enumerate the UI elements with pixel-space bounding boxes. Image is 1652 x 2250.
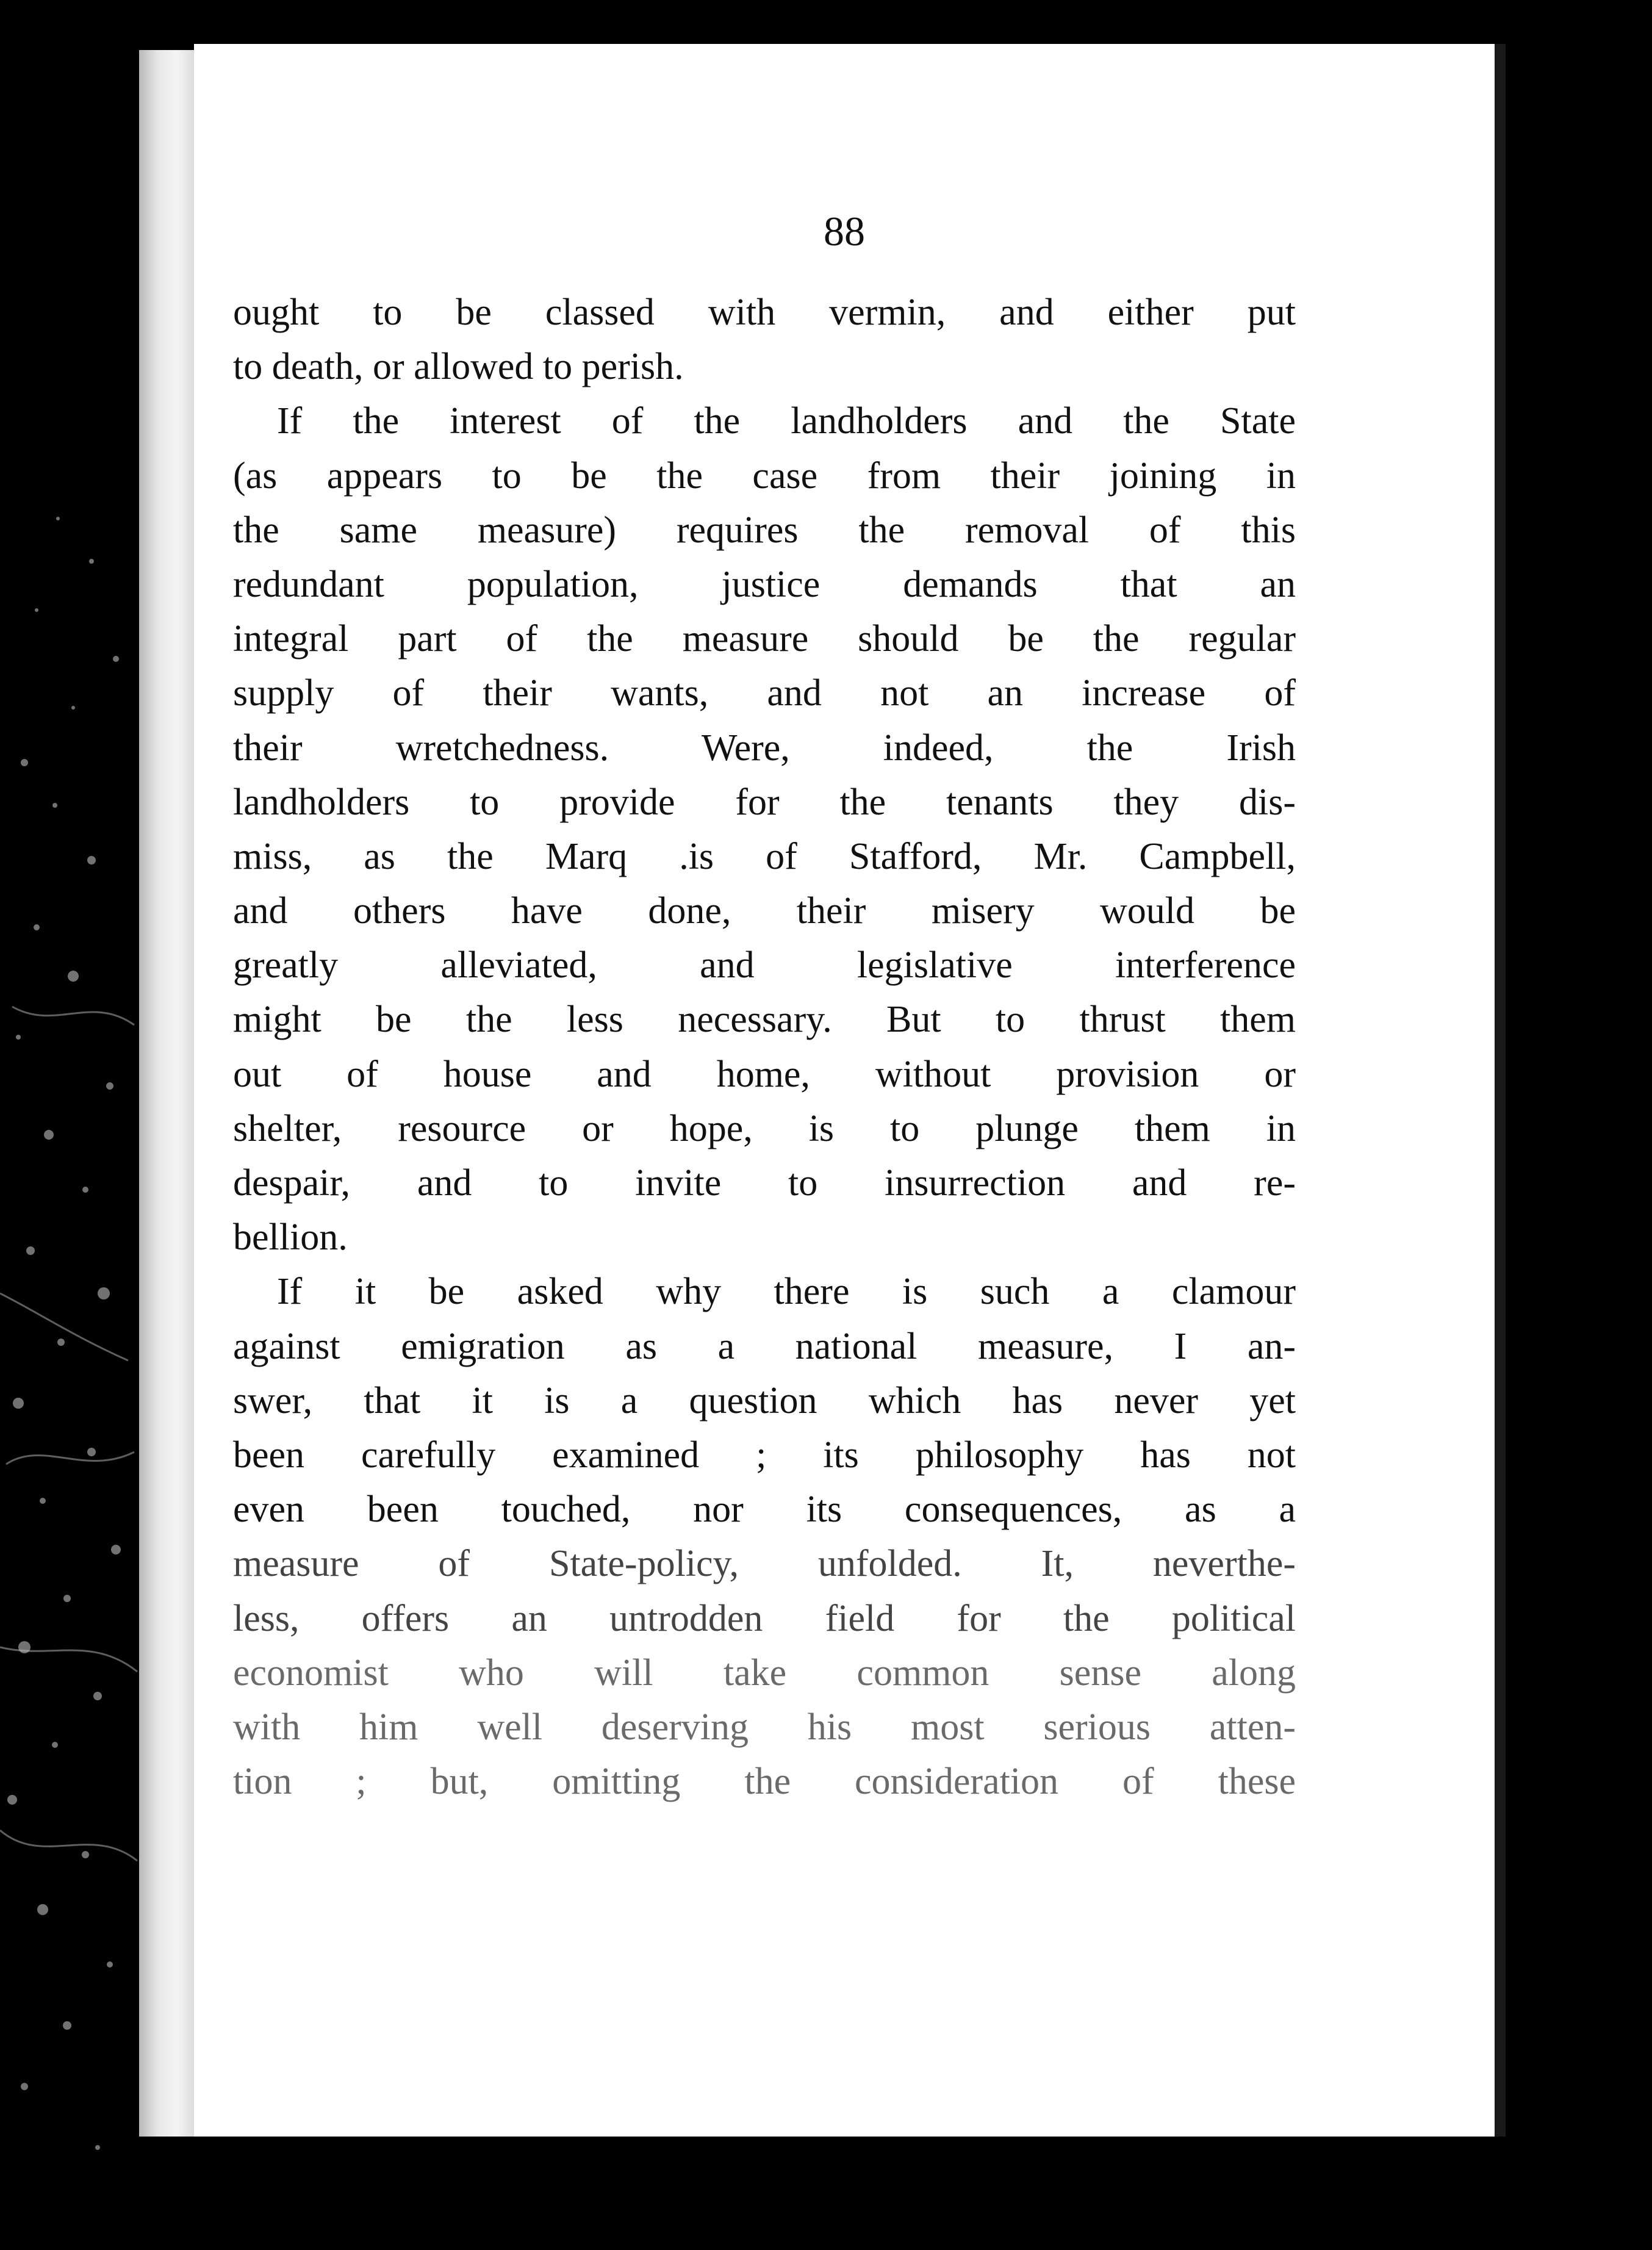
scan-bottom-border bbox=[139, 2137, 1652, 2250]
text-line: with him well deserving his most serious atten- bbox=[233, 1706, 1296, 1748]
text-line: (as appears to be the case from their joining in bbox=[233, 455, 1296, 497]
text-line: and others have done, their misery would be bbox=[233, 890, 1296, 932]
text-line: their wretchedness. Were, indeed, the Irish bbox=[233, 727, 1296, 769]
text-line: economist who will take common sense along bbox=[233, 1652, 1296, 1694]
page-number: 88 bbox=[824, 208, 865, 254]
text-line: ought to be classed with vermin, and either put bbox=[233, 292, 1296, 333]
text-line: redundant population, justice demands that an bbox=[233, 563, 1296, 605]
text-line: miss, as the Marq .is of Stafford, Mr. Campbell, bbox=[233, 835, 1296, 877]
text-line: against emigration as a national measure, I an- bbox=[233, 1325, 1296, 1367]
text-line: less, offers an untrodden field for the political bbox=[233, 1597, 1296, 1639]
text-line: to death, or allowed to perish. bbox=[233, 346, 684, 388]
text-line: out of house and home, without provision or bbox=[233, 1053, 1296, 1095]
text-line: swer, that it is a question which has never yet bbox=[233, 1379, 1296, 1422]
text-line: might be the less necessary. But to thrust them bbox=[233, 999, 1296, 1041]
text-line: integral part of the measure should be the regular bbox=[233, 618, 1296, 660]
text-line: even been touched, nor its consequences, as a bbox=[233, 1489, 1296, 1531]
text-line: bellion. bbox=[233, 1217, 348, 1259]
text-line: been carefully examined ; its philosophy has not bbox=[233, 1434, 1296, 1476]
text-line: measure of State-policy, unfolded. It, neverthe- bbox=[233, 1543, 1296, 1585]
text-line: shelter, resource or hope, is to plunge them in bbox=[233, 1107, 1296, 1149]
text-line: the same measure) requires the removal of this bbox=[233, 509, 1296, 551]
text-line: tion ; but, omitting the consideration of these bbox=[233, 1761, 1296, 1803]
text-line: landholders to provide for the tenants they dis- bbox=[233, 781, 1296, 823]
text-line: despair, and to invite to insurrection and re- bbox=[233, 1162, 1296, 1204]
page-text bbox=[233, 286, 1296, 1809]
page-edge bbox=[139, 50, 194, 2137]
facing-page-edge bbox=[1506, 44, 1652, 2137]
paragraph-first-line: If it be asked why there is such a clamour bbox=[277, 1271, 1296, 1313]
paragraph-first-line: If the interest of the landholders and the State bbox=[277, 400, 1296, 442]
text-line: greatly alleviated, and legislative interference bbox=[233, 944, 1296, 987]
text-line: supply of their wants, and not an increase of bbox=[233, 672, 1296, 714]
binding-gutter bbox=[1495, 44, 1506, 2137]
